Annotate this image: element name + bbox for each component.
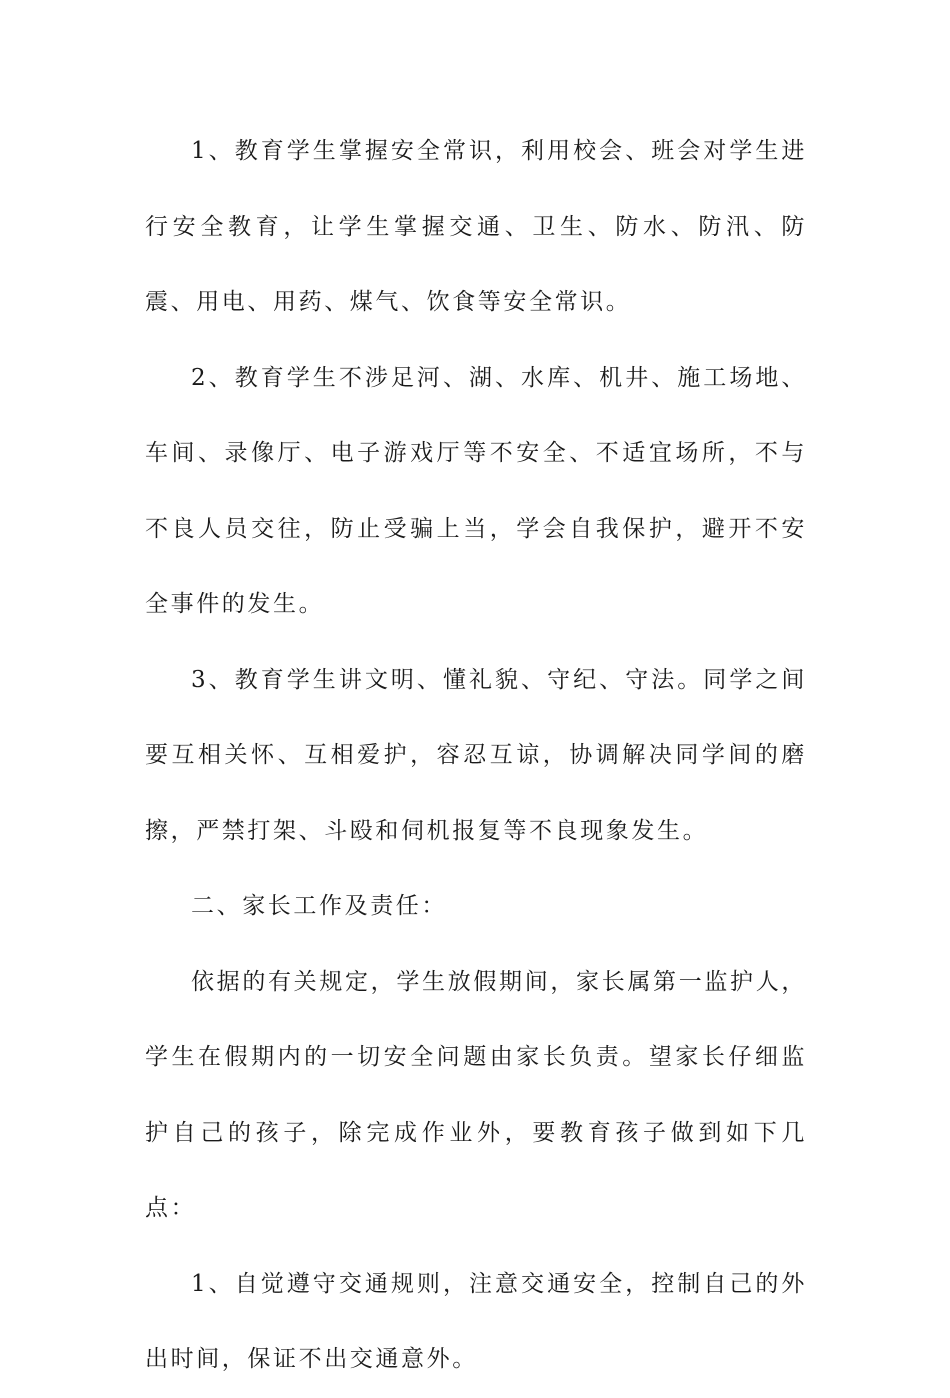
paragraph-parent-guardian: 依据的有关规定，学生放假期间，家长属第一监护人，学生在假期内的一切安全问题由家长负责。望家长仔细监护自己的孩子，除完成作业外，要教育孩子做到如下几点：: [145, 968, 807, 1221]
section-heading-parent-duties: 二、家长工作及责任：: [191, 893, 447, 919]
paragraph-school-safety-knowledge: 1、教育学生掌握安全常识，利用校会、班会对学生进行安全教育，让学生掌握交通、卫生、防水、防汛、防震、用电、用药、煤气、饮食等安全常识。: [145, 138, 807, 315]
document-body: [145, 114, 807, 1398]
paragraph-traffic-rules: 1、自觉遵守交通规则，注意交通安全，控制自己的外出时间，保证不出交通意外。: [145, 1270, 807, 1372]
paragraph-unsafe-places: 2、教育学生不涉足河、湖、水库、机井、施工场地、车间、录像厅、电子游戏厅等不安全、不适宜场所，不与不良人员交往，防止受骗上当，学会自我保护，避开不安全事件的发生。: [145, 364, 807, 617]
paragraph-civility: 3、教育学生讲文明、懂礼貌、守纪、守法。同学之间要互相关怀、互相爱护，容忍互谅，协调解决同学间的磨擦，严禁打架、斗殴和伺机报复等不良现象发生。: [145, 666, 807, 844]
